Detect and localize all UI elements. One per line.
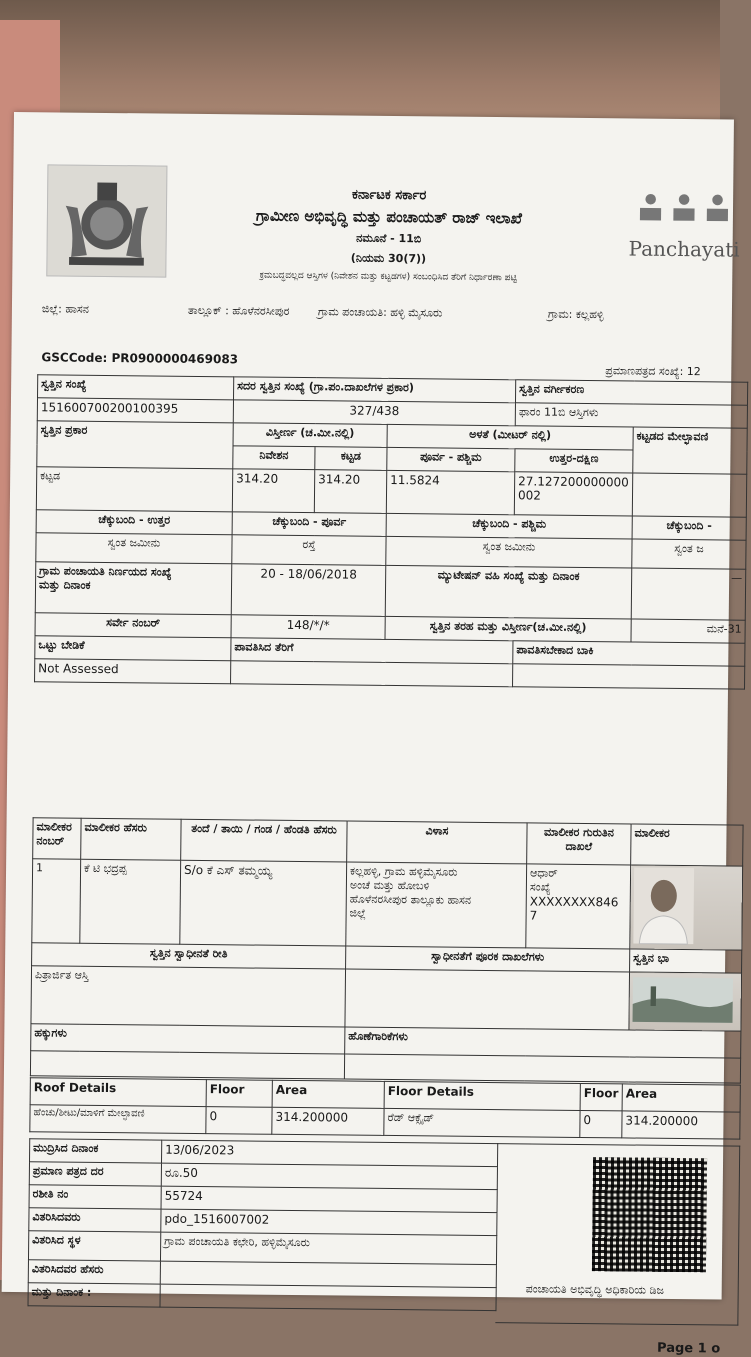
gram-panchayat: ಗ್ರಾಮ ಪಂಚಾಯತಿ: ಹಳ್ಳಿ ಮೈಸೂರು (317, 305, 443, 320)
building-label: ಕಟ್ಟಡ (315, 447, 387, 471)
site-area: 314.20 (232, 469, 314, 513)
place: ಗ್ರಾಮ ಪಂಚಾಯತಿ ಕಛೇರಿ, ಹಳ್ಳಿಮೈಸೂರು (160, 1232, 496, 1265)
site-label: ನಿವೇಶನ (233, 446, 315, 470)
receipt-label: ರಶೀತಿ ನಂ (29, 1185, 161, 1209)
document-page (2, 112, 743, 1357)
floor-type: ರೆಡ್ ಆಕ್ಸೈಡ್ (384, 1108, 580, 1137)
paid-tax-value (231, 661, 513, 687)
form-sheet (29, 162, 749, 1357)
karnataka-emblem-icon (46, 164, 167, 277)
rule-number: (ನಿಯಮ 30(7)) (350, 251, 427, 266)
village: ಗ್ರಾಮ: ಕಲ್ಲಹಳ್ಳಿ (547, 307, 604, 322)
survey-label: ಸರ್ವೇ ನಂಬರ್ (35, 613, 231, 638)
resolution-label-line1: ಗ್ರಾಮ ಪಂಚಾಯತಿ ನಿರ್ಣಯದ ಸಂಖ್ಯೆ (39, 564, 172, 579)
due-label: ಪಾವತಿಸಬೇಕಾದ ಬಾಕಿ (513, 641, 745, 666)
survey-number: 148/*/* (231, 615, 385, 640)
south-boundary-label: ಚೆಕ್ಕುಬಂದಿ - (632, 516, 746, 540)
property-id: 151600700200100395 (37, 398, 233, 423)
building-floor-label: ಕಟ್ಟಡದ ಮೇಲ್ಛಾವಣಿ (633, 427, 747, 474)
property-photo-icon (632, 975, 733, 1026)
west-boundary: ಸ್ವಂತ ಜಮೀನು (386, 536, 632, 568)
kind-value: ಮನೆ-31 (631, 619, 745, 643)
roof-area: 314.200000 (272, 1107, 384, 1135)
print-date: 13/06/2023 (162, 1140, 498, 1167)
resolution-value: 20 - 18/06/2018 (231, 564, 386, 617)
ownership-mode-label: ಸ್ವತ್ತಿನ ಸ್ವಾಧೀನತೆ ರೀತಿ (32, 943, 346, 969)
owner-photo (630, 865, 743, 950)
address-line1: ಕಲ್ಲಹಳ್ಳಿ, ಗ್ರಾಮ ಹಳ್ಳಿಮೈಸೂರು (350, 864, 458, 879)
address-line4: ಜಿಲ್ಲೆ (349, 906, 366, 920)
person-photo-icon (633, 868, 694, 945)
south-boundary: ಸ್ವಂತ ಜ (632, 539, 746, 569)
place-label: ವಿತರಿಸಿದ ಸ್ಥಳ (28, 1231, 160, 1261)
owner-address-label: ವಿಳಾಸ (347, 821, 527, 864)
owner-address (346, 862, 527, 948)
kind-label: ಸ್ವತ್ತಿನ ತರಹ ಮತ್ತು ವಿಸ್ತೀರ್ಣ(ಚ.ಮೀ.ನಲ್ಲಿ) (385, 616, 631, 642)
paid-tax-label: ಪಾವತಿಸಿದ ತೆರಿಗೆ (231, 638, 513, 664)
classification-label: ಸ್ವತ್ತಿನ ವರ್ಗೀಕರಣ (515, 380, 747, 405)
gov-title: ಕರ್ನಾಟಕ ಸರ್ಕಾರ (351, 187, 427, 204)
address-line3: ಹೊಳೆನರಸೀಪುರ ತಾಲ್ಲೂಕು ಹಾಸನ (349, 892, 472, 907)
print-date-label: ಮುದ್ರಿಸಿದ ದಿನಾಂಕ (30, 1139, 162, 1163)
owner-name: ಕೆ ಟಿ ಭದ್ರಪ್ಪ (80, 859, 181, 944)
mutation-label: ಮ್ಯುಟೇಷನ್ ವಹಿ ಸಂಖ್ಯೆ ಮತ್ತು ದಿನಾಂಕ (385, 565, 632, 619)
receiver-date (160, 1284, 496, 1311)
issuer-label: ವಿತರಿಸಿದವರು (29, 1208, 161, 1232)
address-line2: ಅಂಚೆ ಮತ್ತು ಹೋಬಳಿ (349, 878, 430, 893)
liabilities-label: ಹೊಣೆಗಾರಿಕೆಗಳು (345, 1027, 741, 1058)
demand-value: Not Assessed (35, 659, 231, 684)
owner-no-label: ಮಾಲೀಕರ ನಂಬರ್ (33, 818, 81, 860)
owner-parent: S/o ಕೆ ಎಸ್ ತಮ್ಮಯ್ಯ (180, 860, 347, 946)
ownership-docs-label: ಸ್ವಾಧೀನತೆಗೆ ಪೂರಕ ದಾಖಲೆಗಳು (346, 946, 630, 972)
dept-title: ಗ್ರಾಮೀಣ ಅಭಿವೃದ್ಧಿ ಮತ್ತು ಪಂಚಾಯತ್ ರಾಜ್ ಇಲಾಖೆ (255, 206, 523, 228)
qr-code-icon (592, 1157, 707, 1272)
dimension-label: ಅಳತೆ (ಮೀಟರ್ ನಲ್ಲಿ) (387, 424, 633, 450)
due-value (513, 664, 745, 689)
gp-number: 327/438 (233, 400, 515, 426)
floor-floor: 0 (580, 1110, 622, 1137)
id-line2: ಸಂಖ್ಯೆ (529, 880, 551, 894)
signature-box (495, 1143, 740, 1326)
property-photo (629, 972, 742, 1031)
gp-number-label: ಸದರ ಸ್ವತ್ತಿನ ಸಂಖ್ಯೆ (ಗ್ರಾ.ಪಂ.ದಾಖಲೆಗಳ ಪ್ರಕಾರ) (233, 377, 515, 403)
ownership-docs (345, 969, 630, 1030)
receiver-date-label: ಮತ್ತು ದಿನಾಂಕ : (28, 1283, 160, 1307)
officer-signature-label: ಪಂಚಾಯತಿ ಅಭಿವೃದ್ಧಿ ಅಧಿಕಾರಿಯ ಡಿಜ (525, 1282, 664, 1297)
building-floor (632, 473, 746, 517)
receiver-label: ವಿತರಿಸಿದವರ ಹೆಸರು (28, 1260, 160, 1284)
east-boundary: ರಸ್ತೆ (232, 535, 386, 566)
page-number: Page 1 o (657, 1340, 721, 1357)
east-boundary-label: ಚೆಕ್ಕುಬಂದಿ - ಪೂರ್ವ (232, 512, 386, 537)
aadhaar-number: XXXXXXXX846 (529, 894, 619, 910)
property-photo-label: ಸ್ವತ್ತಿನ ಭಾ (630, 949, 742, 973)
floor-area: 314.200000 (622, 1111, 740, 1139)
fee-label: ಪ್ರಮಾಣ ಪತ್ರದ ದರ (29, 1162, 161, 1186)
roof-type: ಹೆಂಚು/ಶೀಟು/ಮಾಳಿಗೆ ಮೇಲ್ಛಾವಣಿ (30, 1105, 206, 1134)
district: ಜಿಲ್ಲೆ: ಹಾಸನ (41, 302, 89, 316)
taluk: ತಾಲ್ಲೂಕ್ : ಹೊಳೆನರಸೀಪುರ (187, 303, 290, 318)
resolution-label (35, 562, 232, 615)
owner-parent-label: ತಂದೆ / ತಾಯಿ / ಗಂಡ / ಹೆಂಡತಿ ಹೆಸರು (181, 819, 347, 862)
property-table (34, 374, 748, 689)
panchayati-logo (628, 188, 749, 279)
liabilities-value (344, 1054, 740, 1083)
fee: ರೂ.50 (161, 1163, 497, 1190)
resolution-label-line2: ಮತ್ತು ದಿನಾಂಕ (38, 578, 91, 592)
floor-table (29, 1077, 741, 1139)
property-type-label: ಸ್ವತ್ತಿನ ಪ್ರಕಾರ (37, 421, 233, 469)
classification: ಫಾರಂ 11ಬಿ ಆಸ್ತಿಗಳು (515, 403, 747, 428)
north-south-length: 27.127200000000002 (514, 472, 632, 516)
owner-table (30, 817, 744, 1083)
owner-photo-label: ಮಾಲೀಕರ (631, 824, 743, 866)
owner-no: 1 (32, 859, 81, 943)
north-south-label: ಉತ್ತರ-ದಕ್ಷಿಣ (515, 449, 633, 473)
footer-table (27, 1138, 498, 1311)
owner-id-label: ಮಾಲೀಕರ ಗುರುತಿನ ದಾಖಲೆ (527, 823, 631, 865)
form-number: ನಮೂನೆ - 11ಬಿ (356, 231, 422, 246)
roof-details-label: Roof Details (30, 1078, 206, 1107)
form-subtitle: ಕ್ರಮಬದ್ಧವಲ್ಲದ ಆಸ್ತಿಗಳ (ನಿವೇಶನ ಮತ್ತು ಕಟ್ಟಡಗಳ) ಸಂಬಂಧಿಸಿದ ತೆರಿಗೆ ನಿರ್ಧಾರಣಾ ಪಟ್ಟಿ (259, 270, 518, 284)
roof-floor: 0 (206, 1107, 272, 1135)
owner-id (526, 864, 631, 949)
floor-details-label: Floor Details (384, 1081, 580, 1110)
property-type: ಕಟ್ಟಡ (36, 467, 232, 512)
owner-name-label: ಮಾಲೀಕರ ಹೆಸರು (81, 818, 181, 860)
id-line1: ಆಧಾರ್ (529, 866, 558, 880)
issuer: pdo_1516007002 (161, 1209, 497, 1236)
west-boundary-label: ಚೆಕ್ಕುಬಂದಿ - ಪಶ್ಚಿಮ (386, 513, 632, 539)
aadhaar-number-cont: 7 (529, 908, 538, 923)
receipt: 55724 (161, 1186, 497, 1213)
ownership-mode: ಪಿತ್ರಾರ್ಜಿತ ಆಸ್ತಿ (31, 966, 346, 1027)
east-west-length: 11.5824 (386, 470, 514, 514)
east-west-label: ಪೂರ್ವ - ಪಶ್ಚಿಮ (387, 447, 515, 471)
roof-area-label: Area (272, 1080, 384, 1108)
roof-floor-label: Floor (206, 1080, 272, 1108)
panchayati-people-icon (629, 188, 739, 233)
certificate-number: ಪ್ರಮಾಣಪತ್ರದ ಸಂಖ್ಯೆ: 12 (605, 364, 701, 379)
area-label: ವಿಸ್ತೀರ್ಣ (ಚ.ಮೀ.ನಲ್ಲಿ) (233, 423, 387, 448)
gsc-code: GSCCode: PR0900000469083 (41, 350, 239, 367)
north-boundary: ಸ್ವಂತ ಜಮೀನು (36, 533, 232, 564)
mutation-value: — (631, 568, 746, 620)
north-boundary-label: ಚೆಕ್ಕುಬಂದಿ - ಉತ್ತರ (36, 510, 232, 535)
floor-floor-label: Floor (580, 1083, 622, 1110)
rights-label: ಹಕ್ಕುಗಳು (31, 1024, 345, 1054)
demand-label: ಒಟ್ಟು ಬೇಡಿಕೆ (35, 636, 231, 661)
floor-area-label: Area (622, 1084, 740, 1112)
property-id-label: ಸ್ವತ್ತಿನ ಸಂಖ್ಯೆ (38, 375, 234, 400)
panchayati-text: Panchayati (628, 236, 740, 262)
building-area: 314.20 (314, 470, 386, 514)
rights-value (30, 1051, 344, 1079)
